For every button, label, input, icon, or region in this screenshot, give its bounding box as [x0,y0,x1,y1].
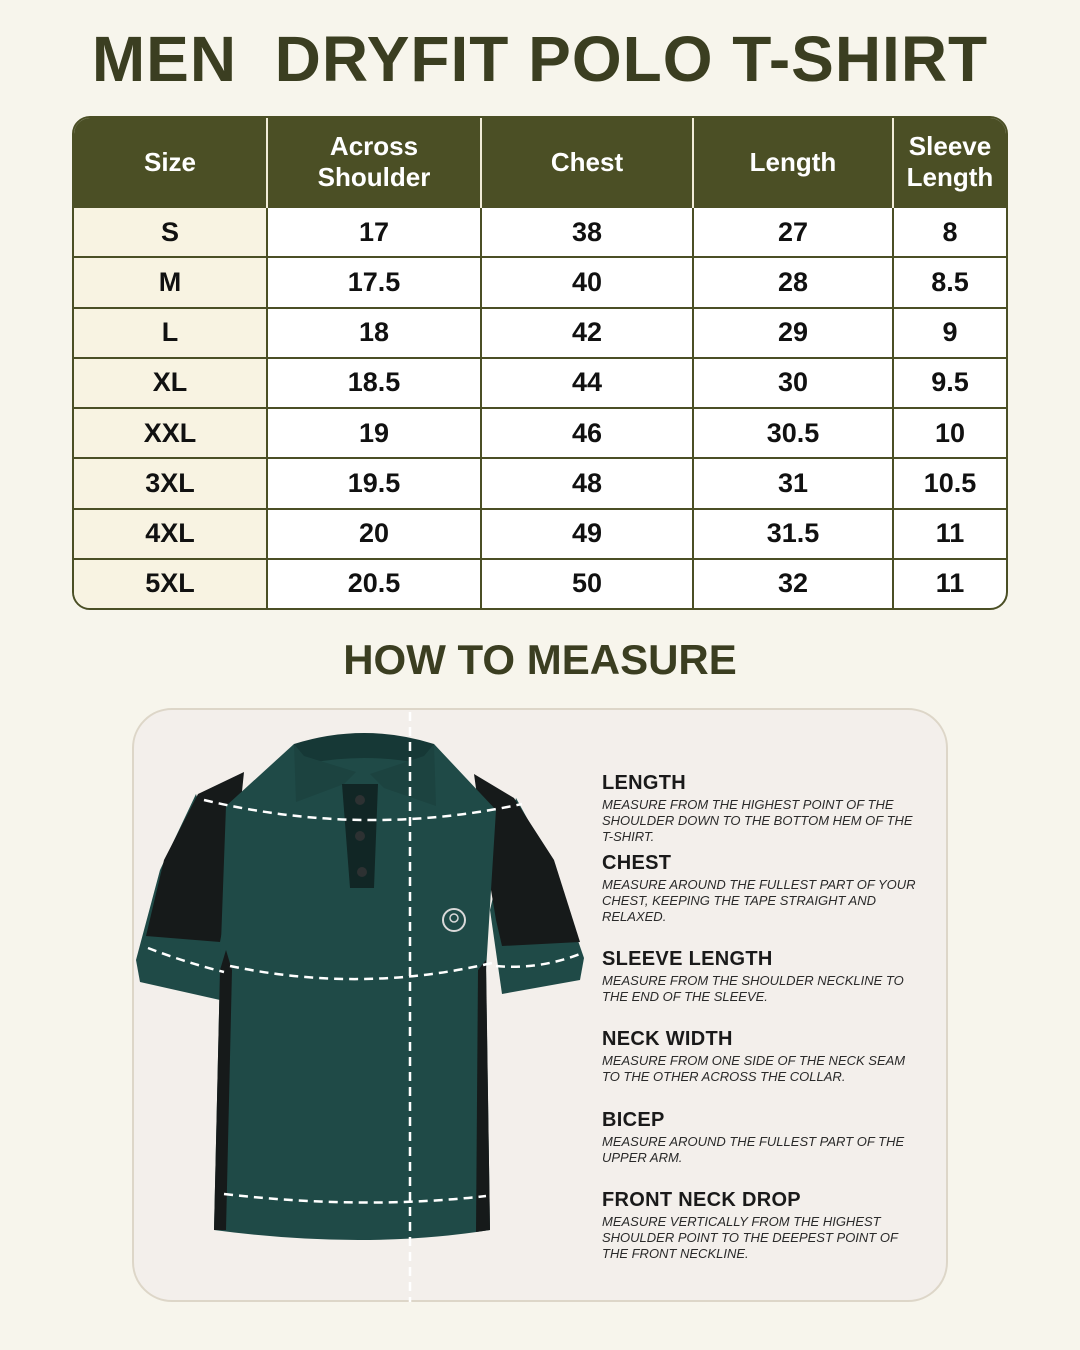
size-cell: 4XL [74,509,267,559]
size-cell: 3XL [74,458,267,508]
header-chest: Chest [481,118,693,207]
instruction-title: BICEP [602,1109,665,1131]
table-cell: 9.5 [893,358,1006,408]
instruction-desc: MEASURE FROM THE HIGHEST POINT OF THE SHOULDER DOWN TO THE BOTTOM HEM OF THE T-SHIRT. [602,797,913,844]
instruction-desc: MEASURE VERTICALLY FROM THE HIGHEST SHOULDER POINT TO THE DEEPEST POINT OF THE FRONT NECKLINE. [602,1214,898,1261]
table-cell: 40 [481,257,693,307]
table-cell: 19 [267,408,481,458]
polo-shirt-illustration [134,710,594,1304]
instruction-front-neck-drop [602,1189,922,1262]
table-row [74,458,1006,508]
table-row [74,408,1006,458]
table-cell: 20 [267,509,481,559]
table-cell: 18 [267,308,481,358]
table-cell: 48 [481,458,693,508]
instruction-sleeve-length [602,948,922,1005]
table-cell: 11 [893,559,1006,608]
table-cell: 50 [481,559,693,608]
instruction-chest [602,852,922,925]
instruction-desc: MEASURE FROM ONE SIDE OF THE NECK SEAM TO THE OTHER ACROSS THE COLLAR. [602,1053,906,1084]
size-cell: S [74,207,267,257]
table-cell: 28 [693,257,893,307]
instruction-bicep [602,1109,922,1166]
table-cell: 32 [693,559,893,608]
instruction-title: LENGTH [602,772,687,794]
button-top [355,795,365,805]
table-cell: 29 [693,308,893,358]
table-cell: 49 [481,509,693,559]
header-across-shoulder: Across Shoulder [267,118,481,207]
table-cell: 8.5 [893,257,1006,307]
header-size: Size [74,118,267,207]
table-header-row [74,118,1006,207]
table-cell: 20.5 [267,559,481,608]
table-cell: 10.5 [893,458,1006,508]
instruction-desc: MEASURE FROM THE SHOULDER NECKLINE TO THE END OF THE SLEEVE. [602,973,904,1004]
table-cell: 30 [693,358,893,408]
instruction-title: NECK WIDTH [602,1028,733,1050]
table-cell: 11 [893,509,1006,559]
size-cell: L [74,308,267,358]
table-row [74,257,1006,307]
how-to-measure-title: HOW TO MEASURE [343,636,737,683]
table-row [74,509,1006,559]
table-cell: 27 [693,207,893,257]
table-cell: 38 [481,207,693,257]
table-cell: 31 [693,458,893,508]
size-cell: XXL [74,408,267,458]
table-row [74,308,1006,358]
right-side-panel [476,960,490,1232]
table-cell: 8 [893,207,1006,257]
table-row [74,207,1006,257]
table-row [74,559,1006,608]
header-length: Length [693,118,893,207]
table-cell: 44 [481,358,693,408]
instruction-length [602,772,922,845]
table-cell: 19.5 [267,458,481,508]
header-sleeve-length: Sleeve Length [893,118,1006,207]
table-cell: 10 [893,408,1006,458]
table-row [74,358,1006,408]
size-chart-table [72,116,1008,610]
instruction-title: FRONT NECK DROP [602,1189,801,1211]
page-title: MEN DRYFIT POLO T-SHIRT [91,23,989,95]
table-cell: 17.5 [267,257,481,307]
table-cell: 42 [481,308,693,358]
table-cell: 18.5 [267,358,481,408]
instruction-title: SLEEVE LENGTH [602,948,773,970]
table-cell: 17 [267,207,481,257]
instruction-desc: MEASURE AROUND THE FULLEST PART OF THE UPPER ARM. [602,1134,905,1165]
size-cell: XL [74,358,267,408]
table-cell: 30.5 [693,408,893,458]
size-cell: M [74,257,267,307]
measure-card [132,708,948,1302]
table-cell: 31.5 [693,509,893,559]
instruction-title: CHEST [602,852,672,874]
button-middle [355,831,365,841]
button-bottom [357,867,367,877]
table-cell: 9 [893,308,1006,358]
size-cell: 5XL [74,559,267,608]
instruction-desc: MEASURE AROUND THE FULLEST PART OF YOUR CHEST, KEEPING THE TAPE STRAIGHT AND RELAXED. [602,877,916,924]
instruction-neck-width [602,1028,922,1085]
table-cell: 46 [481,408,693,458]
